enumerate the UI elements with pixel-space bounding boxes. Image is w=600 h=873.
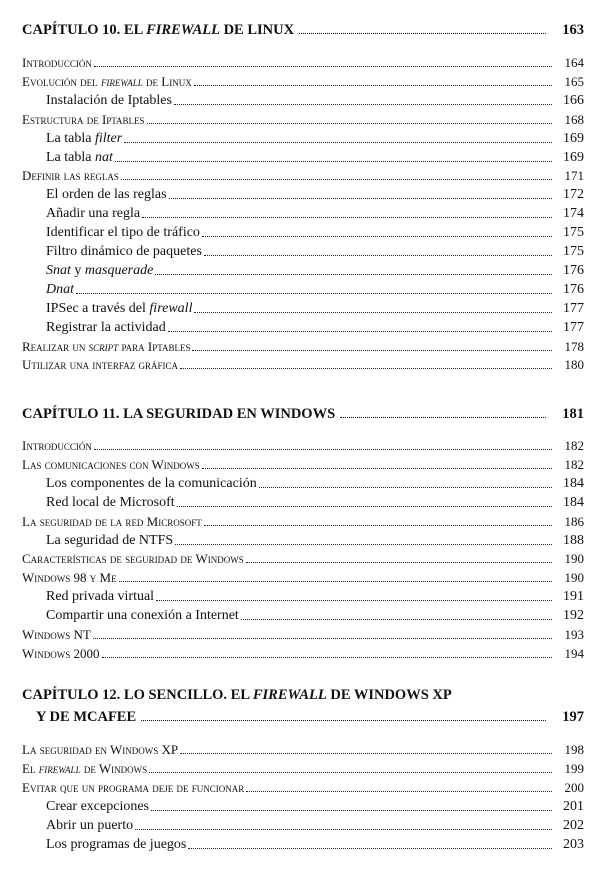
toc-subsection-title: Filtro dinámico de paquetes: [46, 244, 202, 259]
toc-subsection-page-number: 177: [563, 301, 584, 316]
toc-subsection-row[interactable]: [22, 606, 584, 624]
toc-subsection-page-number: 192: [563, 608, 584, 623]
toc-section-row[interactable]: [22, 740, 584, 758]
toc-subsection-page-number: 169: [563, 131, 584, 146]
toc-section-page-number: 193: [564, 627, 584, 642]
toc-section-title: Windows 2000: [22, 646, 100, 661]
toc-subsection-page-number: 184: [563, 495, 584, 510]
toc-subsection-row[interactable]: [22, 148, 584, 166]
dot-leader: [142, 217, 552, 218]
dot-leader: [155, 274, 552, 275]
toc-subsection-title: Registrar la actividad: [46, 320, 166, 335]
chapter-heading-row[interactable]: [22, 703, 584, 725]
dot-leader: [192, 350, 552, 351]
toc-subsection-title: IPSec a través del firewall: [46, 301, 193, 316]
toc-subsection-row[interactable]: [22, 835, 584, 853]
toc-section-page-number: 171: [564, 168, 584, 183]
chapter-heading-page-number: 197: [562, 709, 584, 725]
toc-section-row[interactable]: [22, 549, 584, 567]
toc-section-title: Las comunicaciones con Windows: [22, 457, 200, 472]
toc-section-page-number: 190: [564, 551, 584, 566]
toc-subsection-page-number: 202: [563, 818, 584, 833]
toc-subsection-title: La seguridad de NTFS: [46, 533, 174, 548]
toc-section-title: Definir las reglas: [22, 168, 119, 183]
toc-section-page-number: 178: [564, 339, 584, 354]
toc-section-row[interactable]: [22, 72, 584, 90]
toc-subsection-row[interactable]: [22, 185, 584, 203]
toc-section-row[interactable]: [22, 778, 584, 796]
toc-subsection-row[interactable]: [22, 474, 584, 492]
toc-subsection-page-number: 169: [563, 150, 584, 165]
toc-section-title: Introducción: [22, 438, 92, 453]
toc-section-title: Introducción: [22, 55, 92, 70]
toc-section-row[interactable]: [22, 166, 584, 184]
toc-section-title: Realizar un script para Iptables: [22, 339, 191, 354]
toc-subsection-title: Crear excepciones: [46, 799, 149, 814]
toc-subsection-row[interactable]: [22, 318, 584, 336]
toc-section-row[interactable]: [22, 53, 584, 71]
toc-section-page-number: 180: [564, 357, 584, 372]
chapter-heading-page-number: 163: [562, 22, 584, 38]
toc-subsection-title: El orden de las reglas: [46, 187, 167, 202]
toc-section-row[interactable]: [22, 568, 584, 586]
dot-leader: [241, 619, 552, 620]
toc-subsection-page-number: 177: [563, 320, 584, 335]
dot-leader: [94, 66, 552, 67]
toc-section-page-number: 199: [564, 761, 584, 776]
chapter-heading-row[interactable]: [22, 400, 584, 422]
toc-subsection-page-number: 176: [563, 282, 584, 297]
toc-section-title: La seguridad en Windows XP: [22, 742, 179, 757]
dot-leader: [141, 720, 546, 721]
toc-subsection-title: Añadir una regla: [46, 206, 141, 221]
toc-subsection-row[interactable]: [22, 280, 584, 298]
toc-subsection-page-number: 201: [563, 799, 584, 814]
toc-subsection-title: Instalación de Iptables: [46, 93, 172, 108]
toc-subsection-page-number: 174: [563, 206, 584, 221]
dot-leader: [194, 85, 552, 86]
toc-subsection-title: Los componentes de la comunicación: [46, 476, 257, 491]
dot-leader: [135, 829, 552, 830]
dot-leader: [246, 791, 552, 792]
toc-section-page-number: 194: [564, 646, 584, 661]
toc-section-page-number: 200: [564, 780, 584, 795]
dot-leader: [151, 810, 552, 811]
toc-subsection-row[interactable]: [22, 129, 584, 147]
toc-subsection-row[interactable]: [22, 91, 584, 109]
toc-section-row[interactable]: [22, 110, 584, 128]
dot-leader: [188, 848, 552, 849]
toc-section-title: Windows NT: [22, 627, 91, 642]
dot-leader: [180, 753, 552, 754]
toc-section-row[interactable]: [22, 455, 584, 473]
toc-subsection-page-number: 166: [563, 93, 584, 108]
toc-section-row[interactable]: [22, 355, 584, 373]
toc-subsection-row[interactable]: [22, 531, 584, 549]
toc-subsection-row[interactable]: [22, 299, 584, 317]
chapter-heading-line[interactable]: CAPÍTULO 12. LO SENCILLO. EL FIREWALL DE WINDOWS XP: [22, 687, 452, 703]
dot-leader: [147, 123, 552, 124]
toc-section-page-number: 182: [564, 438, 584, 453]
dot-leader: [115, 161, 552, 162]
toc-section-title: Utilizar una interfaz gráfica: [22, 357, 178, 372]
toc-section-title: Windows 98 y Me: [22, 570, 117, 585]
dot-leader: [204, 255, 552, 256]
toc-subsection-page-number: 172: [563, 187, 584, 202]
dot-leader: [246, 562, 552, 563]
toc-section-row[interactable]: [22, 759, 584, 777]
toc-subsection-row[interactable]: [22, 242, 584, 260]
dot-leader: [93, 638, 552, 639]
toc-section-page-number: 198: [564, 742, 584, 757]
toc-section-row[interactable]: [22, 644, 584, 662]
toc-section-row[interactable]: [22, 436, 584, 454]
toc-subsection-page-number: 191: [563, 589, 584, 604]
dot-leader: [202, 468, 552, 469]
toc-subsection-row[interactable]: [22, 493, 584, 511]
toc-section-page-number: 186: [564, 514, 584, 529]
toc-section-title: Evitar que un programa deje de funcionar: [22, 780, 245, 795]
toc-subsection-row[interactable]: [22, 587, 584, 605]
dot-leader: [202, 236, 552, 237]
dot-leader: [149, 772, 552, 773]
toc-section-row[interactable]: [22, 512, 584, 530]
dot-leader: [177, 506, 552, 507]
toc-subsection-row[interactable]: [22, 261, 584, 279]
chapter-heading-page-number: 181: [562, 406, 584, 422]
toc-section-title: Evolución del firewall de Linux: [22, 74, 192, 89]
toc-subsection-title: Dnat: [46, 282, 74, 297]
toc-section-page-number: 190: [564, 570, 584, 585]
dot-leader: [169, 198, 552, 199]
dot-leader: [180, 368, 552, 369]
toc-subsection-page-number: 175: [563, 244, 584, 259]
toc-section-page-number: 165: [564, 74, 584, 89]
toc-subsection-page-number: 188: [563, 533, 584, 548]
toc-section-title: El firewall de Windows: [22, 761, 148, 776]
toc-section-page-number: 168: [564, 112, 584, 127]
chapter-heading-title: Y DE MCAFEE: [36, 709, 137, 725]
toc-section-row[interactable]: [22, 625, 584, 643]
dot-leader: [194, 312, 552, 313]
toc-subsection-title: Compartir una conexión a Internet: [46, 608, 239, 623]
chapter-heading-title: CAPÍTULO 10. EL FIREWALL DE LINUX: [22, 22, 295, 38]
toc-subsection-page-number: 175: [563, 225, 584, 240]
toc-subsection-title: Snat y masquerade: [46, 263, 154, 278]
toc-subsection-title: Red local de Microsoft: [46, 495, 175, 510]
dot-leader: [174, 104, 552, 105]
toc-subsection-page-number: 184: [563, 476, 584, 491]
toc-subsection-title: Abrir un puerto: [46, 818, 134, 833]
dot-leader: [121, 179, 552, 180]
toc-subsection-title: La tabla nat: [46, 150, 113, 165]
toc-subsection-page-number: 203: [563, 837, 584, 852]
dot-leader: [119, 581, 552, 582]
toc-subsection-title: Red privada virtual: [46, 589, 155, 604]
dot-leader: [259, 487, 552, 488]
toc-section-title: Características de seguridad de Windows: [22, 551, 244, 566]
toc-subsection-row[interactable]: [22, 816, 584, 834]
toc-subsection-row[interactable]: [22, 223, 584, 241]
toc-subsection-title: La tabla filter: [46, 131, 123, 146]
dot-leader: [102, 657, 552, 658]
toc-section-row[interactable]: [22, 337, 584, 355]
chapter-heading-row[interactable]: [22, 16, 584, 38]
dot-leader: [340, 417, 546, 418]
dot-leader: [156, 600, 552, 601]
toc-subsection-row[interactable]: [22, 797, 584, 815]
dot-leader: [94, 449, 552, 450]
dot-leader: [175, 544, 552, 545]
dot-leader: [124, 142, 552, 143]
toc-subsection-page-number: 176: [563, 263, 584, 278]
toc-section-title: La seguridad de la red Microsoft: [22, 514, 202, 529]
toc-section-page-number: 164: [564, 55, 584, 70]
dot-leader: [168, 331, 552, 332]
dot-leader: [204, 525, 552, 526]
toc-section-title: Estructura de Iptables: [22, 112, 145, 127]
dot-leader: [76, 293, 552, 294]
toc-section-page-number: 182: [564, 457, 584, 472]
toc-subsection-title: Identificar el tipo de tráfico: [46, 225, 200, 240]
toc-subsection-row[interactable]: [22, 204, 584, 222]
dot-leader: [299, 33, 546, 34]
chapter-heading-title: CAPÍTULO 11. LA SEGURIDAD EN WINDOWS: [22, 406, 336, 422]
toc-subsection-title: Los programas de juegos: [46, 837, 187, 852]
